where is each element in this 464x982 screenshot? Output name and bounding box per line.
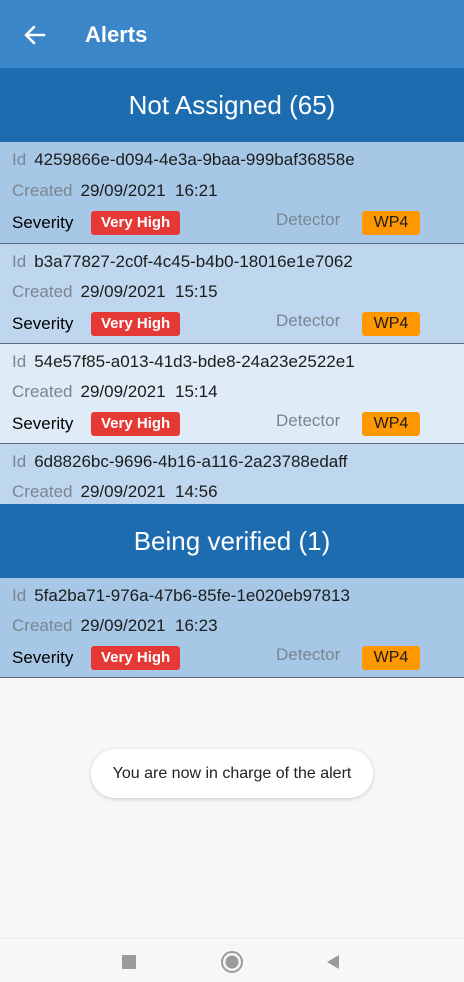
detector-badge: WP4 <box>362 646 420 670</box>
detector-label: Detector <box>276 411 341 430</box>
created-date: 29/09/2021 15:15 <box>80 282 218 301</box>
id-label: Id <box>12 586 27 605</box>
alert-created-row <box>12 181 218 201</box>
severity-label: Severity <box>12 648 74 667</box>
alert-created-row <box>12 482 218 502</box>
created-date: 29/09/2021 15:14 <box>80 382 218 401</box>
system-back-button[interactable] <box>318 947 348 977</box>
alert-id: b3a77827-2c0f-4c45-b4b0-18016e1e7062 <box>34 252 353 271</box>
alert-id: 4259866e-d094-4e3a-9baa-999baf36858e <box>34 150 355 169</box>
severity-badge: Very High <box>91 646 180 670</box>
alert-created-row <box>12 382 218 402</box>
alert-id-row <box>12 352 355 372</box>
back-button[interactable] <box>18 18 52 52</box>
alert-id: 5fa2ba71-976a-47b6-85fe-1e020eb97813 <box>34 586 350 605</box>
alert-created-row <box>12 282 218 302</box>
alert-id-row <box>12 252 353 272</box>
detector-label: Detector <box>276 311 341 330</box>
created-label: Created <box>12 282 73 301</box>
alert-card[interactable] <box>0 444 464 504</box>
page-title: Alerts <box>85 22 148 47</box>
severity-badge: Very High <box>91 412 180 436</box>
id-label: Id <box>12 150 27 169</box>
alert-id-row <box>12 586 350 606</box>
triangle-back-icon <box>326 954 340 970</box>
alert-card[interactable] <box>0 578 464 678</box>
alert-id: 54e57f85-a013-41d3-bde8-24a23e2522e1 <box>34 352 355 371</box>
circle-icon <box>220 950 244 974</box>
detector-badge: WP4 <box>362 211 420 235</box>
alert-id-row <box>12 452 347 472</box>
detector-label: Detector <box>276 645 341 664</box>
app-bar <box>0 0 464 68</box>
square-icon <box>122 955 136 969</box>
alert-id: 6d8826bc-9696-4b16-a116-2a23788edaff <box>34 452 348 471</box>
arrow-left-icon <box>24 25 46 45</box>
id-label: Id <box>12 252 27 271</box>
created-date: 29/09/2021 16:23 <box>80 616 218 635</box>
severity-label: Severity <box>12 314 74 333</box>
severity-badge: Very High <box>91 312 180 336</box>
alert-card[interactable] <box>0 344 464 444</box>
recents-button[interactable] <box>114 947 144 977</box>
severity-label: Severity <box>12 414 74 433</box>
created-label: Created <box>12 181 73 200</box>
id-label: Id <box>12 452 27 471</box>
detector-badge: WP4 <box>362 312 420 336</box>
created-label: Created <box>12 482 73 501</box>
severity-label: Severity <box>12 213 74 232</box>
detector-label: Detector <box>276 210 341 229</box>
section-header-being-verified[interactable]: Being verified (1) <box>0 504 464 578</box>
alert-id-row <box>12 150 355 170</box>
created-date: 29/09/2021 16:21 <box>80 181 218 200</box>
alert-card[interactable] <box>0 244 464 344</box>
toast-message: You are now in charge of the alert <box>91 749 373 798</box>
alert-card[interactable] <box>0 142 464 244</box>
created-label: Created <box>12 616 73 635</box>
detector-badge: WP4 <box>362 412 420 436</box>
severity-badge: Very High <box>91 211 180 235</box>
section-header-not-assigned[interactable]: Not Assigned (65) <box>0 68 464 142</box>
home-button[interactable] <box>217 947 247 977</box>
id-label: Id <box>12 352 27 371</box>
alert-created-row <box>12 616 218 636</box>
created-label: Created <box>12 382 73 401</box>
created-date: 29/09/2021 14:56 <box>80 482 218 501</box>
system-nav-bar <box>0 938 464 982</box>
